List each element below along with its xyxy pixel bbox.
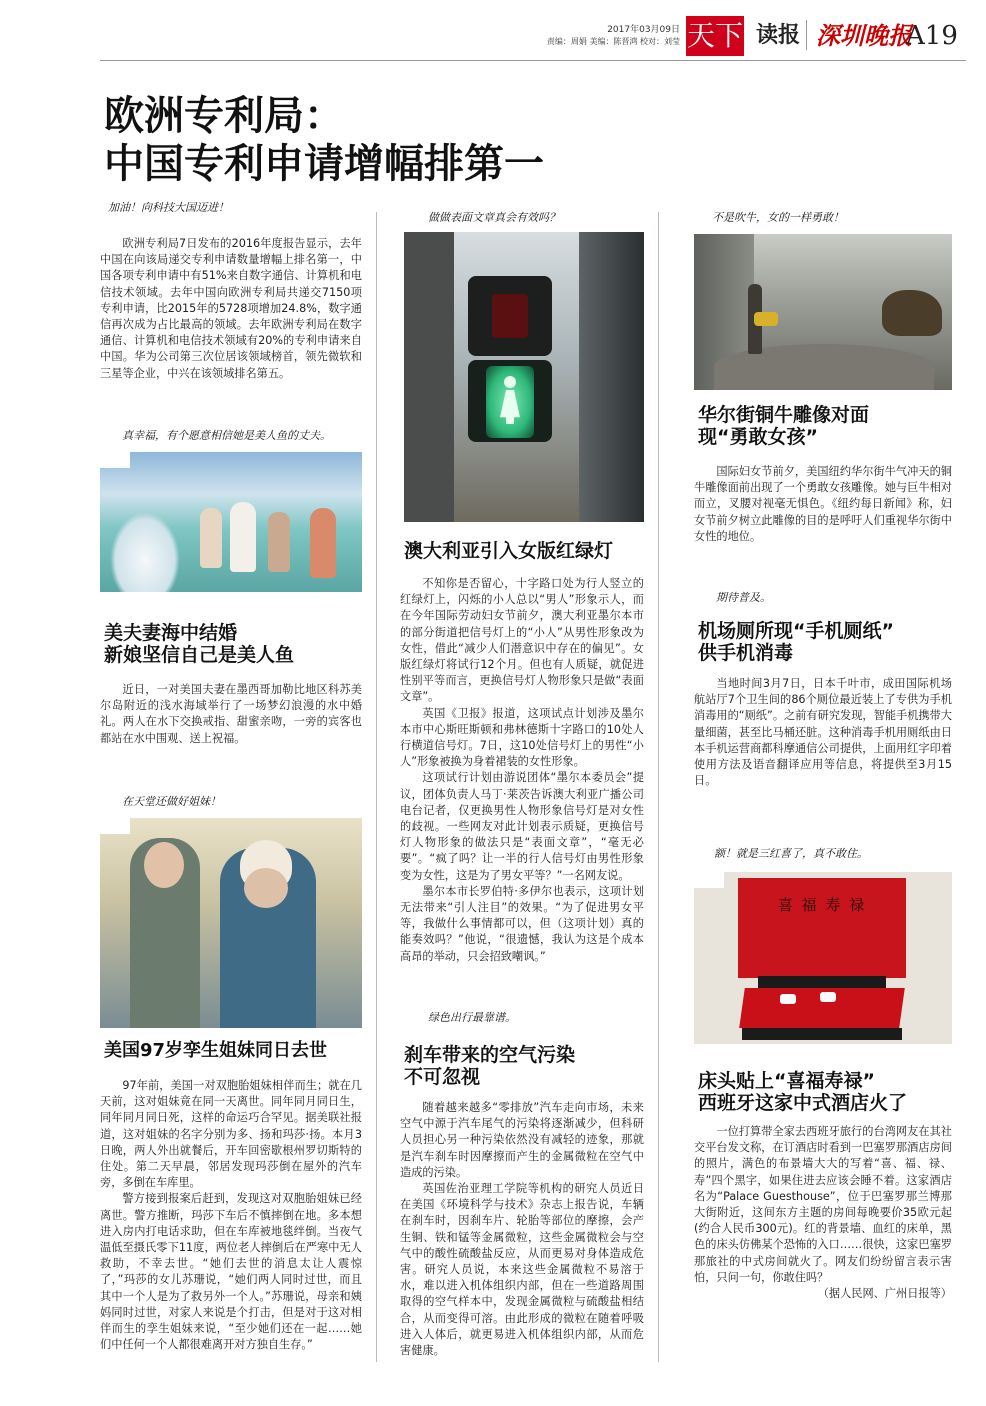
granite-base xyxy=(714,344,934,390)
issue-date: 2017年03月09日 xyxy=(607,25,680,35)
header-rule xyxy=(100,60,966,61)
paragraph: 英国《卫报》报道，这项试点计划涉及墨尔本市中心斯旺斯顿和弗林德斯十字路口的10处人行横道信号灯。7日，这10处信号灯上的男性“小人”形象被换为身着裙装的女性形象。 xyxy=(400,706,644,769)
paragraph: 欧洲专利局7日发布的2016年度报告显示，去年中国在向该局递交专利申请数量增幅上排名第一，中国各项专利申请中有51%来自数字通信、计算机和电信技术领域。去年中国向欧洲专利局共递交7150项专利申请，比2015年的5728项增加24.8%，数字通信再次成为占比最高的领域。去年欧洲专利局在数字通信、计算机和电信技术领域有20%的专利申请来自中国。华为公司第三次位居该领域榜首，领先微软和三星等企业，中兴在该领域排名第五。 xyxy=(100,237,362,380)
headline-line: 床头贴上“喜福寿禄” xyxy=(698,1070,875,1092)
paragraph: 97年前，美国一对双胞胎姐妹相伴而生；就在几天前，这对姐妹竟在同一天离世。同年同月同日生，同年同月同日死，这样的命运巧合罕见。据美联社报道，这对姐妹的名字分别为多、扬和玛莎·扬。本月3日晚，两人外出就餐后，开车回密歇根州罗切斯特的住处。第二天早晨，邻居发现玛莎倒在屋外的汽车旁，多倒在车库里。 xyxy=(100,1079,362,1190)
caption-tag: 加油！向科技大国迈进！ xyxy=(108,201,229,214)
headline xyxy=(698,1070,952,1114)
headline xyxy=(404,1044,644,1088)
section-badge: 天下 xyxy=(686,16,744,56)
pole xyxy=(404,232,454,522)
caption-tag: 额！就是三红喜了，真不敢住。 xyxy=(714,847,868,860)
caption-tag: 不是吹牛，女的一样勇敢！ xyxy=(712,211,844,224)
paragraph: 国际妇女节前夕，美国纽约华尔街牛气冲天的铜牛雕像面前出现了一个勇敢女孩雕像。她与巨牛相对而立，叉腰对视毫无惧色。《纽约每日新闻》称，妇女节前夕树立此雕像的目的是呼吁人们重视华尔街中女性的地位。 xyxy=(694,465,952,543)
red-light-icon xyxy=(492,294,528,338)
twin-sisters-photo xyxy=(100,818,362,1028)
article-body xyxy=(400,1100,644,1359)
headline-line: 刹车带来的空气污染 xyxy=(404,1044,576,1066)
headline xyxy=(698,620,952,664)
charging-bull-statue xyxy=(882,290,942,336)
caption-tag: 期待普及。 xyxy=(716,591,771,604)
paragraph: 这项试行计划由游说团体“墨尔本委员会”提议，团体负责人马丁·莱茨告诉澳大利亚广播公司电台记者，仅更换男性人物形象信号灯是对女性的歧视。一些网友对此计划表示质疑，更换信号灯人物形象的做法只是“表面文章”，“毫无必要”。“疯了吗？让一半的行人信号灯由男性形象变为女性，这是为了男女平等？”一名网友说。 xyxy=(400,771,644,882)
staff-credits: 责编：周娟 美编：陈晋鸿 校对：刘莹 xyxy=(546,37,680,46)
source-credit: （据人民网、广州日报等） xyxy=(817,1287,952,1301)
headline-line: 西班牙这家中式酒店火了 xyxy=(698,1092,908,1114)
callout-notch xyxy=(100,818,130,834)
paragraph: 近日，一对美国夫妻在墨西哥加勒比地区科苏美尔岛附近的浅水海域举行了一场梦幻浪漫的水中婚礼。两人在水下交换戒指、甜蜜亲吻，一旁的宾客也都站在水中围观、送上祝福。 xyxy=(100,683,362,745)
headline xyxy=(104,622,362,666)
caption-tag: 在天堂还做好姐妹！ xyxy=(122,795,221,808)
article-body xyxy=(100,1078,362,1353)
person-figure xyxy=(200,508,222,568)
callout-notch xyxy=(100,452,130,468)
hotel-room-photo xyxy=(694,872,952,1044)
header-meta xyxy=(540,24,680,48)
headline-line: 不可忽视 xyxy=(404,1066,481,1088)
bride-figure xyxy=(230,502,256,572)
article-body xyxy=(100,236,362,382)
towel xyxy=(780,994,796,1004)
bed-base xyxy=(742,1028,902,1040)
paragraph: 随着越来越多“零排放”汽车走向市场，未来空气中源于汽车尾气的污染将逐渐减少，但科研人员担心另一种污染依然没有减轻的迹象，那就是汽车刹车时因摩擦而产生的金属微粒在空气中造成的污染。 xyxy=(400,1101,644,1179)
subsection-label: 读报 xyxy=(756,23,801,48)
article-body xyxy=(100,682,362,747)
person-figure xyxy=(268,512,290,572)
red-wall xyxy=(738,878,906,978)
person-figure xyxy=(310,508,336,578)
newspaper-logo: 深圳晚报 xyxy=(816,21,912,50)
column-divider xyxy=(658,212,659,1362)
article-body xyxy=(694,676,952,789)
article-body xyxy=(400,576,644,965)
paragraph: 不知你是否留心，十字路口处为行人竖立的红绿灯上，闪烁的小人总以“男人”形象示人，而在今年国际劳动妇女节前夕，澳大利亚墨尔本市的部分街道把信号灯上的“小人”从男性形象改为女性，借此“减少人们潜意识中存在的偏见”。女版红绿灯将试行12个月。但也有人质疑，就促进性别平等而言，更换信号灯人物形象只是做“表面文章”。 xyxy=(400,577,644,704)
article-body xyxy=(694,464,952,545)
wall-characters: 喜 福 寿 禄 xyxy=(777,896,867,914)
traffic-light-photo xyxy=(404,232,644,522)
paragraph: 当地时间3月7日，日本千叶市，成田国际机场航站厅7个卫生间的86个厕位最近装上了专供为手机消毒用的“厕纸”。之前有研究发现，智能手机携带大量细菌，甚至比马桶还脏。这种消毒手机用厕纸由日本手机运营商都科摩通信公司提供，上面用红字印着使用方法及语音翻译应用等信息，将提供至3月15日。 xyxy=(694,677,952,788)
main-headline-line1: 欧洲专利局： xyxy=(104,93,344,139)
paragraph: 英国佐治亚理工学院等机构的研究人员近日在美国《环境科学与技术》杂志上报告说，车辆在刹车时，因刹车片、轮胎等部位的摩擦，会产生铜、铁和锰等金属微粒，这些金属微粒会与空气中的酸性硫酸盐反应，从而更易对身体造成危害。研究人员说，本来这些金属微粒不易溶于水，难以进入机体组织内部，但在一些道路周围取得的空气样本中，发现金属微粒与硫酸盐相结合，从而变得可溶。由此形成的微粒在随着呼吸进入人体后，就更易进入机体组织内部，从而危害健康。 xyxy=(400,1182,644,1358)
paragraph: 警方接到报案后赶到，发现这对双胞胎姐妹已经离世。警方推断，玛莎下车后不慎摔倒在地。多本想进入房内打电话求助，但在车库被地毯绊倒。当夜气温低至摄氏零下11度，两位老人摔倒后在严寒中无人救助，不幸去世。“她们去世的消息太让人震惊了，”玛莎的女儿苏珊说，“她们两人同时过世，而且其中一个人是为了救另外一个人。”苏珊说，母亲和姨妈同时过世，对家人来说是个打击，但是对于这对相伴而生的孪生姐妹来说，“至少她们还在一起……她们中任何一个人都很难离开对方独自生存。” xyxy=(100,1192,362,1352)
towel xyxy=(820,992,836,1002)
fearless-girl-photo xyxy=(694,234,952,390)
paragraph: 一位打算带全家去西班牙旅行的台湾网友在其社交平台发文称，在订酒店时看到一巴塞罗那酒店房间的照片，满色的布景墙大大的写着“喜、福、禄、寿”四个黑字，如果住进去应该会睡不着。这家酒店名为“Palace Guesthouse”，位于巴塞罗那兰博那大街附近，这间东方主题的房间每晚要价35欧元起(约合人民币300元)。红的背景墙、血红的床单，黑色的床头仿佛某个恐怖的入口……很快，这家巴塞罗那旅社的中式房间就火了。网友们纷纷留言表示害怕，只问一句，你敢住吗？ xyxy=(694,1125,952,1284)
headline-line: 华尔街铜牛雕像对面 xyxy=(698,404,870,426)
headline-line: 供手机消毒 xyxy=(698,642,794,664)
headline xyxy=(698,404,952,448)
headline-line: 美夫妻海中结婚 xyxy=(104,622,238,644)
paragraph: 墨尔本市长罗伯特·多伊尔也表示，这项计划无法带来“引人注目”的效果。“为了促进男女平等，我做什么事情都可以，但（这项计划）真的能奏效吗？”他说，“很遗憾，我认为这是个成本高昂的举动，只会招致嘲讽。” xyxy=(400,884,644,963)
face xyxy=(244,868,288,908)
caption-tag: 绿色出行最靠谱。 xyxy=(428,1011,516,1024)
column-1 xyxy=(100,200,362,382)
header-divider xyxy=(806,20,807,50)
headline: 美国97岁孪生姐妹同日去世 xyxy=(104,1040,328,1061)
headline-line: 机场厕所现“手机厕纸” xyxy=(698,620,894,642)
caption-tag: 真幸福，有个愿意相信她是美人鱼的丈夫。 xyxy=(122,429,331,442)
callout-notch xyxy=(694,872,724,888)
headline-line: 现“勇敢女孩” xyxy=(698,426,818,448)
column-divider xyxy=(376,212,377,1362)
water-splash xyxy=(110,512,180,592)
headline-line: 新娘坚信自己是美人鱼 xyxy=(104,644,295,666)
taxi xyxy=(754,312,778,326)
face xyxy=(144,842,184,888)
figure-head xyxy=(504,376,516,388)
article-body xyxy=(694,1124,952,1302)
wedding-photo xyxy=(100,452,362,592)
building xyxy=(579,232,644,522)
main-headline-line2: 中国专利申请增幅排第一 xyxy=(104,141,544,187)
page-number: A19 xyxy=(906,21,958,51)
caption-tag: 做做表面文章真会有效吗？ xyxy=(428,211,560,224)
main-headline xyxy=(104,92,664,188)
headline: 澳大利亚引入女版红绿灯 xyxy=(404,540,614,562)
